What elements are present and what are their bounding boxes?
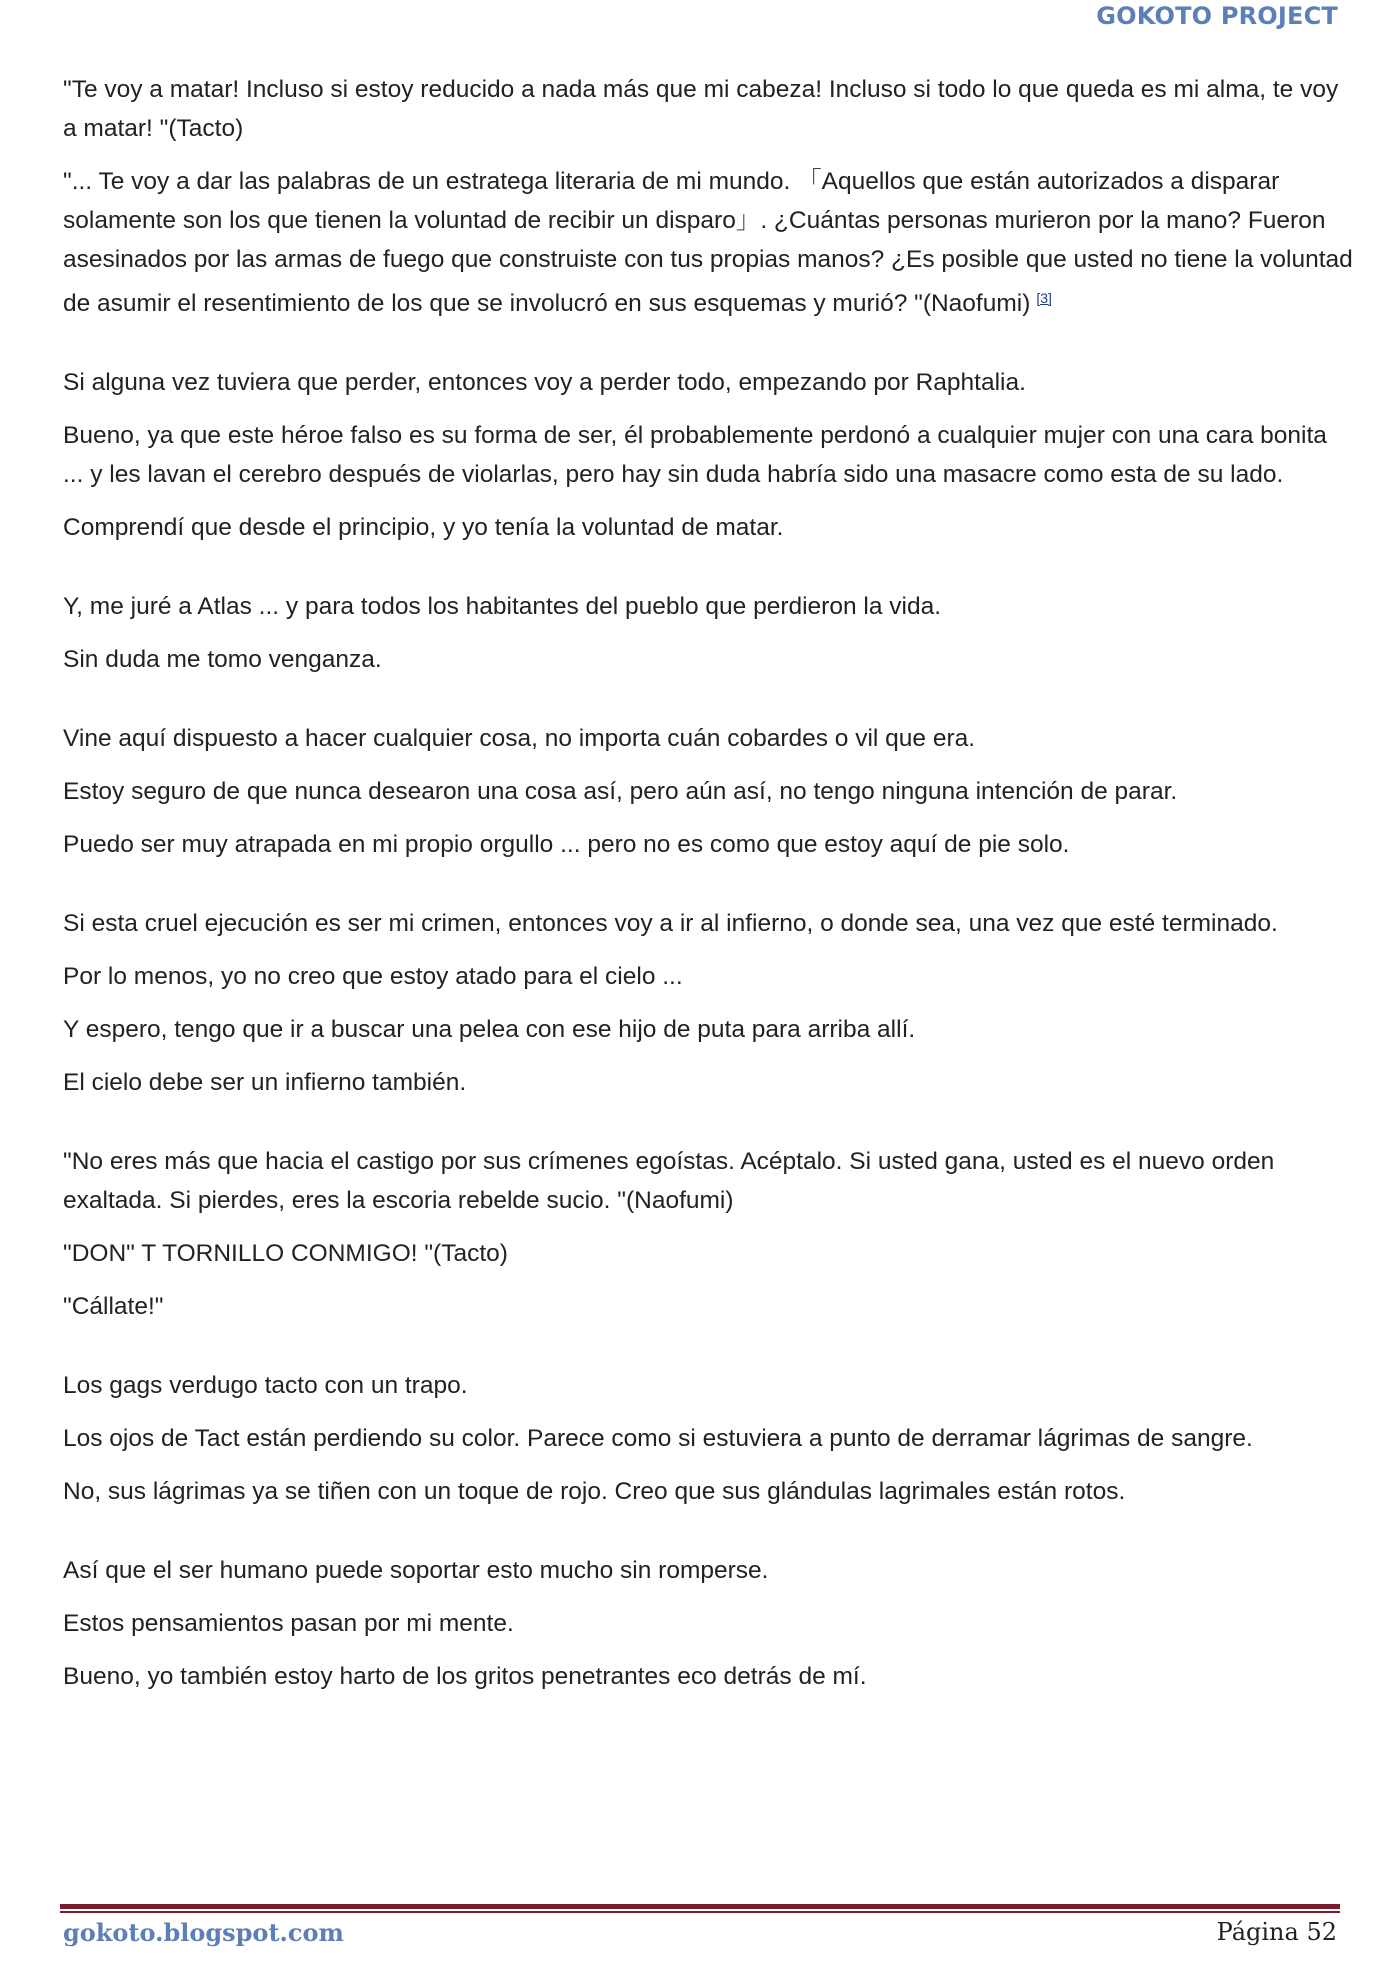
page-number: Página 52 (1216, 1918, 1337, 1946)
paragraph: Y espero, tengo que ir a buscar una pelea con ese hijo de puta para arriba allí. (63, 1016, 916, 1043)
paragraph: Así que el ser humano puede soportar esto mucho sin romperse. (63, 1557, 769, 1584)
paragraph: Si esta cruel ejecución es ser mi crimen, entonces voy a ir al infierno, o donde sea, una vez que esté terminado. (63, 910, 1278, 937)
footer-divider-thin (60, 1911, 1340, 1913)
paragraph: Los ojos de Tact están perdiendo su color. Parece como si estuviera a punto de derramar lágrimas de sangre. (63, 1425, 1253, 1452)
footer-divider (60, 1904, 1340, 1909)
paragraph: Vine aquí dispuesto a hacer cualquier cosa, no importa cuán cobardes o vil que era. (63, 725, 976, 752)
paragraph: "Cállate!" (63, 1293, 164, 1320)
paragraph: Si alguna vez tuviera que perder, entonces voy a perder todo, empezando por Raphtalia. (63, 369, 1026, 396)
paragraph: "No eres más que hacia el castigo por sus crímenes egoístas. Acéptalo. Si usted gana, usted es el nuevo orden exaltada. Si pierdes, eres la escoria rebelde sucio. "(Naofumi) (63, 1148, 1275, 1214)
header-brand: GOKOTO PROJECT (1096, 2, 1338, 30)
paragraph: Bueno, ya que este héroe falso es su forma de ser, él probablemente perdonó a cualquier mujer con una cara bonita ... y les lavan el cerebro después de violarlas, pero hay sin duda habría sido una masacre como esta de su lado. (63, 422, 1327, 488)
paragraph: "DON" T TORNILLO CONMIGO! "(Tacto) (63, 1240, 508, 1267)
paragraph-text: "... Te voy a dar las palabras de un estratega literaria de mi mundo. 「Aquellos que están autorizados a disparar solamente son los que tienen la voluntad de recibir un disparo」. ¿Cuántas personas murieron por la mano? Fueron asesinados por las armas de fuego que construiste con tus propias manos? ¿Es posible que usted no tiene la voluntad de asumir el resentimiento de los que se involucró en sus esquemas y murió? "(Naofumi) (63, 168, 1353, 317)
paragraph: El cielo debe ser un infierno también. (63, 1069, 467, 1096)
paragraph (63, 162, 1353, 323)
paragraph: Estoy seguro de que nunca desearon una cosa así, pero aún así, no tengo ninguna intención de parar. (63, 778, 1178, 805)
paragraph: Bueno, yo también estoy harto de los gritos penetrantes eco detrás de mí. (63, 1663, 867, 1690)
paragraph: Comprendí que desde el principio, y yo tenía la voluntad de matar. (63, 514, 784, 541)
document-body (63, 70, 1353, 1710)
footnote-link[interactable]: [3] (1036, 290, 1052, 306)
paragraph: Sin duda me tomo venganza. (63, 646, 382, 673)
paragraph: No, sus lágrimas ya se tiñen con un toque de rojo. Creo que sus glándulas lagrimales están rotos. (63, 1478, 1126, 1505)
paragraph: Estos pensamientos pasan por mi mente. (63, 1610, 514, 1637)
paragraph: Puedo ser muy atrapada en mi propio orgullo ... pero no es como que estoy aquí de pie solo. (63, 831, 1070, 858)
paragraph: Y, me juré a Atlas ... y para todos los habitantes del pueblo que perdieron la vida. (63, 593, 942, 620)
paragraph: Por lo menos, yo no creo que estoy atado para el cielo ... (63, 963, 683, 990)
footer-site-link[interactable]: gokoto.blogspot.com (63, 1918, 344, 1947)
paragraph: "Te voy a matar! Incluso si estoy reducido a nada más que mi cabeza! Incluso si todo lo que queda es mi alma, te voy a matar! "(Tacto) (63, 76, 1339, 142)
paragraph: Los gags verdugo tacto con un trapo. (63, 1372, 468, 1399)
